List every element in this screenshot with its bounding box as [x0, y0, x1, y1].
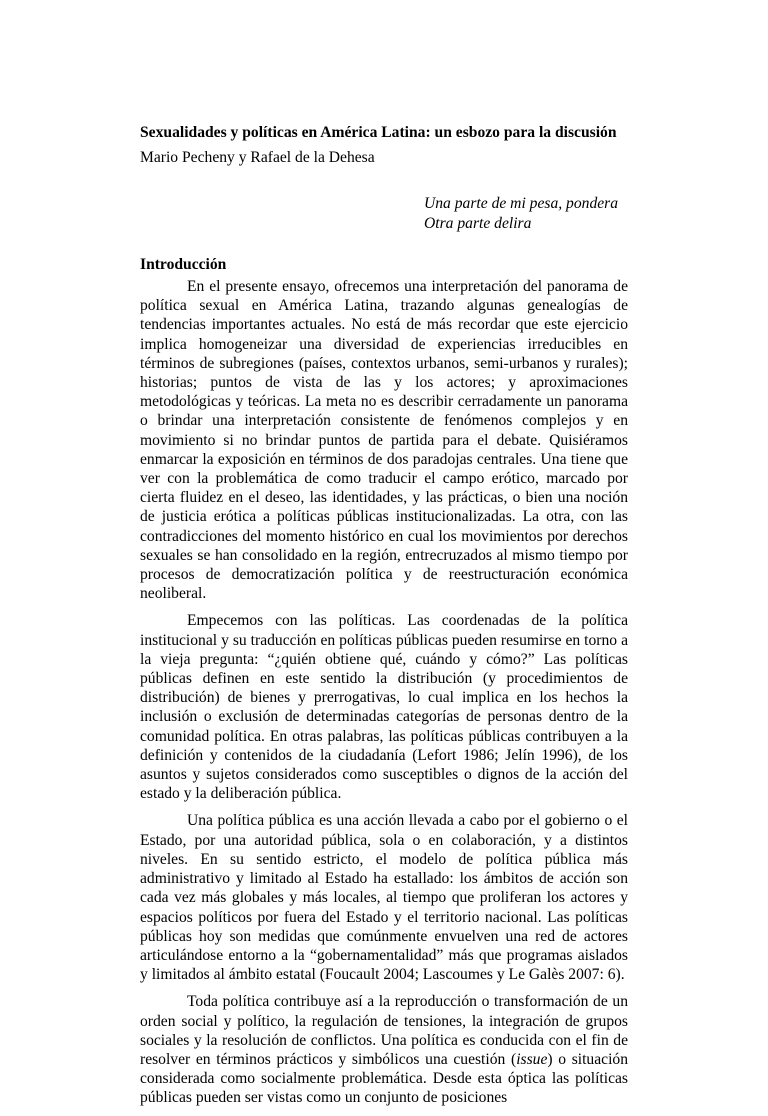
paragraph-text: Empecemos con las políticas. Las coordenadas de la política institucional y su traducción en políticas públicas pueden resumirse en torno a la vieja pregunta: “¿quién obtiene qué, cuándo y cómo?” Las políticas públicas definen en este sentido la distribución (y procedimientos de distribución) de bienes y prerrogativas, lo cual implica en los hechos la inclusión o exclusión de determinadas categorías de personas dentro de la comunidad política. En otras palabras, las políticas públicas contribuyen a la definición y contenidos de la ciudadanía (Lefort 1986; Jelín 1996), de los asuntos y sujetos considerados como susceptibles o dignos de la acción del estado y la deliberación pública.: [140, 612, 628, 803]
paragraph-text: Toda política contribuye así a la reproducción o transformación de un orden social y político, la regulación de tensiones, la integración de grupos sociales y la resolución de conflictos. Una política es conducida con el fin de resolver en términos prácticos y simbólicos una cuestión (: [140, 993, 628, 1068]
body-paragraph: [140, 992, 628, 1107]
body-paragraph: [140, 277, 628, 603]
paragraph-text: ) o situación considerada como socialmente problemática. Desde esta óptica las políticas públicas pueden ser vistas como un conjunto de posiciones: [140, 1050, 628, 1107]
epigraph: [424, 194, 618, 234]
document-title: Sexualidades y políticas en América Latina: un esbozo para la discusión: [140, 124, 617, 141]
section-heading: Introducción: [140, 256, 227, 273]
italic-term: issue: [516, 1050, 548, 1068]
epigraph-line: Una parte de mi pesa, pondera: [424, 195, 619, 212]
paragraph-text: En el presente ensayo, ofrecemos una interpretación del panorama de política sexual en América Latina, trazando algunas genealogías de tendencias importantes actuales. No está de más recordar que este ejercicio implica homogeneizar una diversidad de experiencias irreducibles en términos de subregiones (países, contextos urbanos, semi-urbanos y rurales); historias; puntos de vista de las y los actores; y aproximaciones metodológicas y teóricas. La meta no es describir cerradamente un panorama o brindar una interpretación consistente de fenómenos complejos y en movimiento si no brindar puntos de partida para el debate. Quisiéramos enmarcar la exposición en términos de dos paradojas centrales. Una tiene que ver con la problemática de como traducir el campo erótico, marcado por cierta fluidez en el deseo, las identidades, y las prácticas, o bien una noción de justicia erótica a políticas públicas institucionalizadas. La otra, con las contradicciones del momento histórico en cual los movimientos por derechos sexuales se han consolidado en la región, entrecruzados al mismo tiempo por procesos de democratización política y de reestructuración económica neoliberal.: [140, 278, 628, 603]
body-paragraph: [140, 811, 628, 984]
epigraph-line: Otra parte delira: [424, 215, 532, 232]
body-paragraph: [140, 611, 628, 803]
body-text: [140, 277, 628, 1116]
document-authors: Mario Pecheny y Rafael de la Dehesa: [140, 149, 375, 166]
paragraph-text: Una política pública es una acción llevada a cabo por el gobierno o el Estado, por una autoridad pública, sola o en colaboración, y a distintos niveles. En su sentido estricto, el modelo de política pública más administrativo y limitado al Estado ha estallado: los ámbitos de acción son cada vez más globales y más locales, al tiempo que proliferan los actores y espacios políticos por fuera del Estado y el territorio nacional. Las políticas públicas hoy son medidas que comúnmente envuelven una red de actores articulándose entorno a la “gobernamentalidad” más que programas aislados y limitados al ámbito estatal (Foucault 2004; Lascoumes y Le Galès 2007: 6).: [140, 812, 628, 984]
